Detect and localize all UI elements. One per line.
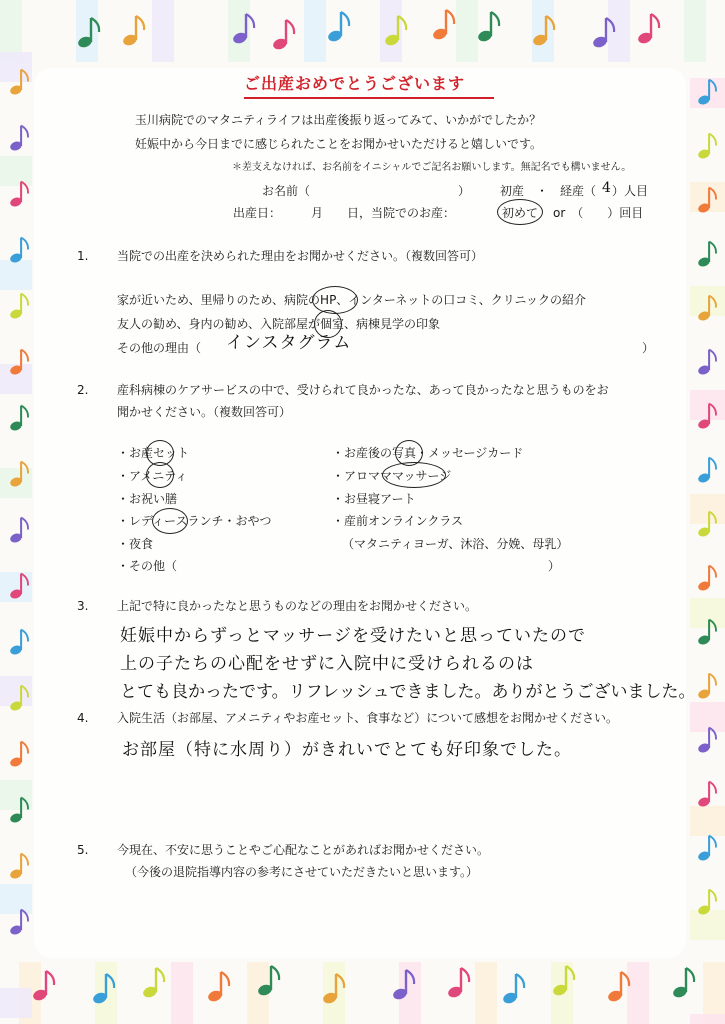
music-note-icon xyxy=(207,972,229,1003)
q1-other-label: その他の理由（ xyxy=(117,341,202,355)
parity-options: 初産 ・ 経産（ xyxy=(500,184,597,198)
music-note-icon xyxy=(9,518,28,544)
music-note-icon xyxy=(122,16,144,47)
music-note-icon xyxy=(697,566,716,592)
initials-note: ＊差支えなければ、お名前をイニシャルでご記名お願いします。無記名でも構いません。 xyxy=(232,162,632,173)
music-note-icon xyxy=(697,836,716,862)
q4-answer: お部屋（特に水周り）がきれいでとても好印象でした。 xyxy=(122,740,572,760)
music-note-icon xyxy=(9,742,28,768)
q2-number: 2. xyxy=(77,383,89,397)
music-note-icon xyxy=(477,12,499,43)
amenity-circle xyxy=(146,462,174,488)
name-label: お名前（ xyxy=(262,184,311,198)
service-online-class: ・産前オンラインクラス xyxy=(332,514,464,528)
massage-circle xyxy=(382,462,446,488)
music-note-icon xyxy=(142,968,164,999)
q3-answer-line-2: 上の子たちの心配をせずに入院中に受けられるのは xyxy=(120,654,534,674)
service-maternity-set: ・お産セット xyxy=(117,446,190,460)
music-note-icon xyxy=(697,134,716,160)
service-celebration-meal: ・お祝い膳 xyxy=(117,492,178,506)
service-ladies-lunch: ・レディースランチ・おやつ xyxy=(117,514,272,528)
q5-question: 今現在、不安に思うことやご心配なことがあればお聞かせください。 xyxy=(117,843,490,857)
q3-question: 上記で特に良かったなと思うものなどの理由をお聞かせください。 xyxy=(117,599,478,613)
q1-options-line-1: 家が近いため、里帰りのため、病院のHP、インターネットの口コミ、クリニックの紹介 xyxy=(117,293,587,307)
hp-circle xyxy=(312,286,358,314)
service-nap-art: ・お昼寝アート xyxy=(332,492,416,506)
service-other-label: ・その他（ xyxy=(117,559,178,573)
first-time-circle xyxy=(497,199,543,225)
music-note-icon xyxy=(697,458,716,484)
page-title: ご出産おめでとうございます xyxy=(244,74,466,93)
intro-line-1: 玉川病院でのマタニティライフは出産後振り返ってみて、いかがでしたか？ xyxy=(135,113,542,127)
times-option: or （ ）回目 xyxy=(553,206,644,220)
q2-question-line-1: 産科病棟のケアサービスの中で、受けられて良かったな、あって良かったなと思うものをお xyxy=(117,383,609,397)
title-underline xyxy=(244,97,494,99)
q2-question-line-2: 聞かせください。（複数回答可） xyxy=(117,405,292,419)
music-note-icon xyxy=(432,10,454,41)
music-note-icon xyxy=(327,12,349,43)
music-note-icon xyxy=(697,674,716,700)
music-note-icon xyxy=(637,14,659,45)
q5-number: 5. xyxy=(77,843,89,857)
music-note-icon xyxy=(9,294,28,320)
music-note-icon xyxy=(272,20,294,51)
q1-other-answer: インスタグラム xyxy=(226,333,352,353)
q1-other-close: ） xyxy=(642,341,655,355)
q4-question: 入院生活（お部屋、アメニティやお産セット、食事など）について感想をお聞かせください。 xyxy=(117,711,619,725)
intro-line-2: 妊娠中から今日までに感じられたことをお聞かせいただけると嬉しいです。 xyxy=(135,137,543,151)
parity-value: 4 xyxy=(602,180,612,196)
ladies-lunch-circle xyxy=(152,508,188,534)
music-note-icon xyxy=(9,630,28,656)
parity-suffix: ）人目 xyxy=(612,184,649,198)
q4-number: 4. xyxy=(77,711,89,725)
music-note-icon xyxy=(9,854,28,880)
service-other-close: ） xyxy=(548,559,561,573)
q1-number: 1. xyxy=(77,249,89,263)
music-note-icon xyxy=(447,968,469,999)
music-note-icon xyxy=(672,968,694,999)
service-aroma-massage: ・アロマママッサージ xyxy=(332,469,452,483)
music-note-icon xyxy=(502,974,524,1005)
service-postpartum-photo: ・お産後の写真・メッセージカード xyxy=(332,446,524,460)
service-amenity: ・アメニティ xyxy=(117,469,188,483)
music-note-icon xyxy=(9,406,28,432)
q1-options-line-2: 友人の勧め、身内の勧め、入院部屋が個室、病棟見学の印象 xyxy=(117,317,441,331)
q1-question: 当院での出産を決められた理由をお聞かせください。（複数回答可） xyxy=(117,249,484,263)
first-time-option: 初めて xyxy=(502,206,539,220)
music-note-icon xyxy=(697,350,716,376)
birth-date-label: 出産日： 月 日，当院でのお産： xyxy=(233,206,456,220)
q3-answer-line-3: とても良かったです。リフレッシュできました。ありがとうございました。 xyxy=(120,682,696,702)
music-note-icon xyxy=(697,782,716,808)
name-close: ） xyxy=(458,184,471,198)
service-online-class-detail: （マタニティヨーガ、沐浴、分娩、母乳） xyxy=(342,537,569,551)
service-night-snack: ・夜食 xyxy=(117,537,154,551)
q5-subtext: （今後の退院指導内容の参考にさせていただきたいと思います。） xyxy=(125,865,479,879)
music-note-icon xyxy=(607,972,629,1003)
q3-number: 3. xyxy=(77,599,89,613)
q3-answer-line-1: 妊娠中からずっとマッサージを受けたいと思っていたので xyxy=(120,626,586,646)
music-note-icon xyxy=(9,126,28,152)
music-note-icon xyxy=(697,242,716,268)
